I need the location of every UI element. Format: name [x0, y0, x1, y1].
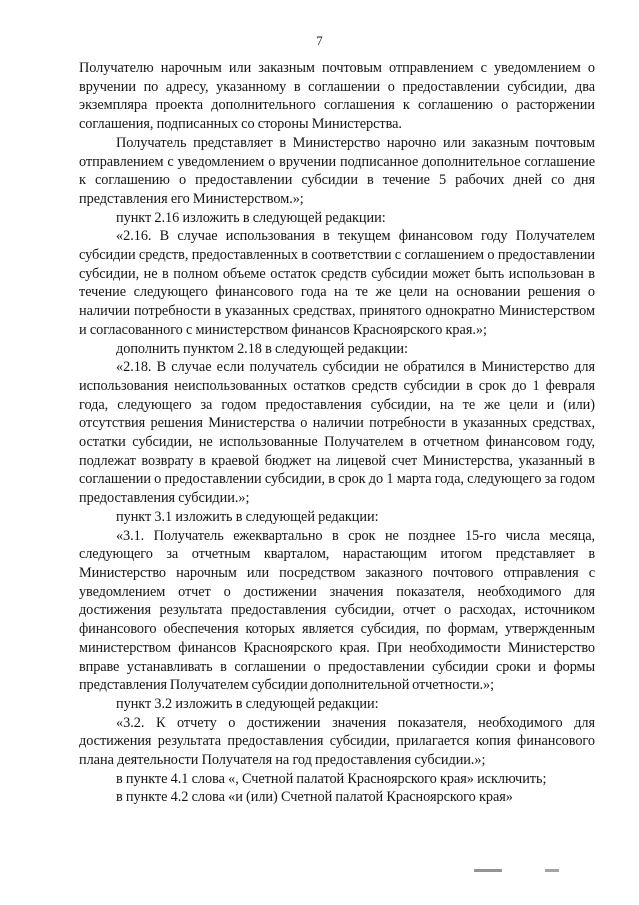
- paragraph-amend-3-1: пункт 3.1 изложить в следующей редакции:: [116, 508, 379, 525]
- scan-speck: [474, 869, 502, 872]
- paragraph-recipient-submits: Получатель представляет в Министерство нарочно или заказным почтовым отправлением с уведомлением о вручении подписанное дополнительное соглашение к соглашению о предоставлении субсидии в течение 5 рабочих дней со дня представления его Министерством.»;: [79, 134, 595, 207]
- paragraph-clause-3-2: «3.2. К отчету о достижении значения показателя, необходимого для достижения результата предоставления субсидии, прилагается копия финансового плана деятельности Получателя на год предоставления субсидии.»;: [79, 714, 595, 769]
- paragraph-amend-2-16: пункт 2.16 изложить в следующей редакции:: [116, 209, 386, 226]
- paragraph-clause-4-2: в пункте 4.2 слова «и (или) Счетной палатой Красноярского края»: [116, 789, 513, 806]
- page-number: 7: [316, 34, 323, 48]
- paragraph-continuation: Получателю нарочным или заказным почтовым отправлением с уведомлением о вручении по адресу, указанному в соглашении о предоставлении субсидии, два экземпляра проекта дополнительного соглашения к соглашению о расторжении соглашения, подписанных со стороны Министерства.: [79, 60, 595, 133]
- paragraph-amend-3-2: пункт 3.2 изложить в следующей редакции:: [116, 695, 379, 712]
- paragraph-clause-4-1: в пункте 4.1 слова «, Счетной палатой Красноярского края» исключить;: [116, 770, 547, 787]
- paragraph-clause-2-16: «2.16. В случае использования в текущем финансовом году Получателем субсидии средств, предоставленных в соответствии с соглашением о предоставлении субсидии, не в полном объеме остаток средств субсидии может быть использован в течение следующего финансового года на те же цели на основании решения о наличии потребности в указанных средствах, принятого однократно Министерством и согласованного с министерством финансов Красноярского края.»;: [79, 228, 595, 338]
- scan-speck: [545, 869, 559, 872]
- document-body: [79, 59, 595, 807]
- paragraph-clause-2-18: «2.18. В случае если получатель субсидии не обратился в Министерство для использования неиспользованных остатков средств субсидии в срок до 1 февраля года, следующего за годом предоставления субсидии, на те же цели и (или) отсутствия решения Министерства о наличии потребности в указанных средствах, остатки субсидии, не использованные Получателем в отчетном финансовом году, подлежат возврату в краевой бюджет на лицевой счет Министерства, указанный в соглашении о предоставлении субсидии, в срок до 1 марта года, следующего за годом предоставления субсидии.»;: [79, 359, 595, 507]
- paragraph-clause-3-1: «3.1. Получатель ежеквартально в срок не позднее 15-го числа месяца, следующего за отчетным кварталом, нарастающим итогом представляет в Министерство нарочным или посредством заказного почтового отправления с уведомлением отчет о достижении значения показателя, необходимого для достижения результата предоставления субсидии, отчет о расходах, источником финансового обеспечения которых является субсидия, по формам, утвержденным министерством финансов Красноярского края. При необходимости Министерство вправе устанавливать в соглашении о предоставлении субсидии сроки и формы представления Получателем субсидии дополнительной отчетности.»;: [79, 527, 595, 694]
- paragraph-add-2-18: дополнить пунктом 2.18 в следующей редакции:: [116, 340, 408, 357]
